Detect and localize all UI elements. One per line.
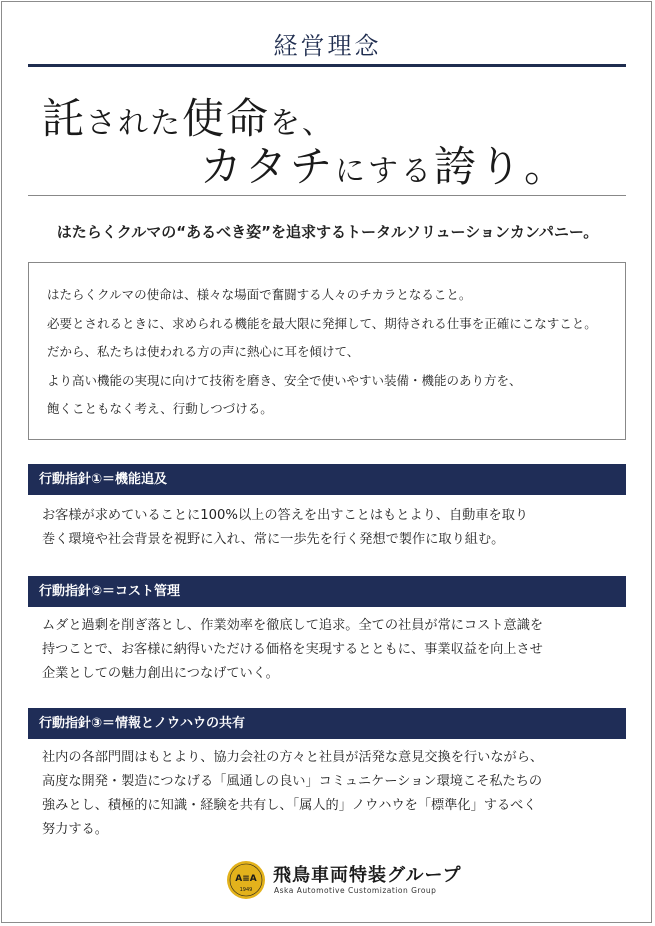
slogan-char: 託: [42, 94, 87, 143]
mission-line: 飽くこともなく考え、行動しつづける。: [47, 401, 273, 416]
slogan-char: にする: [335, 154, 435, 189]
mission-line: 必要とされるときに、求められる機能を最大限に発揮して、期待される仕事を正確にこなすこと。: [47, 315, 597, 331]
policy-line: ムダと過剰を削ぎ落とし、作業効率を徹底して追求。全ての社員が常にコスト意識を: [42, 618, 544, 633]
mission-line: だから、私たちは使われる方の声に熱心に耳を傾けて、: [47, 344, 360, 359]
company-logo: [226, 860, 462, 904]
policy-body-1: [42, 504, 622, 552]
company-english-name: Aska Automotive Customization Group: [274, 886, 437, 895]
policy-body-2: [42, 614, 622, 686]
policy-line: 持つことで、お客様に納得いただける価格を実現するとともに、事業収益を向上させ: [42, 642, 543, 657]
policy-line: 社内の各部門間はもとより、協力会社の方々と社員が活発な意見交換を行いながら、: [42, 750, 544, 765]
company-emblem-icon: [226, 860, 266, 900]
subtitle: はたらくクルマの“あるべき姿”を追求するトータルソリューションカンパニー。: [56, 223, 599, 241]
slogan-char: カタチ: [200, 142, 336, 191]
emblem-mark: A≡A: [235, 874, 257, 884]
policy-line: お客様が求めていることに100%以上の答えを出すことはもとより、自動車を取り: [42, 508, 529, 523]
mission-line: はたらくクルマの使命は、様々な場面で奮闘する人々のチカラとなること。: [47, 287, 472, 302]
mission-box: [28, 262, 626, 440]
policy-line: 巻く環境や社会背景を視野に入れ、常に一歩先を行く発想で製作に取り組む。: [42, 532, 505, 547]
slogan-line-2: [200, 134, 569, 194]
company-name: 飛鳥車両特装グループ: [273, 865, 462, 886]
page-title: 経営理念: [273, 32, 382, 60]
mission-line: より高い機能の実現に向けて技術を磨き、安全で使いやすい装備・機能のあり方を、: [47, 372, 522, 388]
emblem-year: 1949: [239, 887, 253, 893]
slogan-char: 誇り。: [434, 142, 570, 191]
policy-line: 努力する。: [42, 822, 108, 837]
slogan-char: された: [86, 106, 183, 141]
policy-heading-2: 行動指針②＝コスト管理: [28, 576, 626, 607]
title-divider: [28, 64, 626, 67]
slogan-char: 使命: [182, 94, 271, 143]
policy-line: 企業としての魅力創出につなげていく。: [42, 666, 279, 681]
policy-heading-1: 行動指針①＝機能追及: [28, 464, 626, 495]
policy-heading-3: 行動指針③＝情報とノウハウの共有: [28, 708, 626, 739]
slogan-divider: [28, 195, 626, 196]
policy-line: 高度な開発・製造につなげる「風通しの良い」コミュニケーション環境こそ私たちの: [42, 774, 543, 789]
policy-line: 強みとし、積極的に知識・経験を共有し、「属人的」ノウハウを「標準化」するべく: [42, 798, 537, 813]
slogan-char: を、: [270, 106, 335, 141]
policy-body-3: [42, 746, 622, 842]
